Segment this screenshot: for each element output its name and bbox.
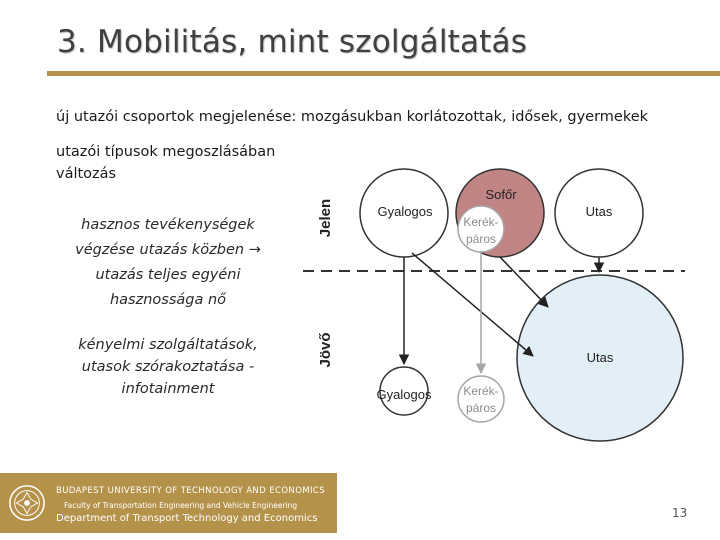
bullet-new-user-groups: új utazói csoportok megjelenése: mozgásukban korlátozottak, idősek, gyermekek xyxy=(56,109,649,125)
footer-faculty: Faculty of Transportation Engineering and Vehicle Engineering xyxy=(64,501,298,510)
arrow-pedestrian-to-passenger xyxy=(412,253,533,356)
university-seal-icon xyxy=(8,484,46,522)
pedestrian-present-label: Gyalogos xyxy=(377,204,433,219)
cyclist-present-label-1: Kerék- xyxy=(463,215,499,229)
note-useful-activities: hasznos tevékenységek végzése utazás közben → utazás teljes egyéni hasznossága nő xyxy=(75,217,261,308)
row-label-present: Jelen xyxy=(317,198,334,238)
page-number: 13 xyxy=(672,506,688,520)
bullet-user-type-shift: utazói típusok megoszlásában változás xyxy=(56,144,276,182)
note-comfort-services: kényelmi szolgáltatások, utasok szórakoztatása - infotainment xyxy=(78,337,258,397)
footer-university: BUDAPEST UNIVERSITY OF TECHNOLOGY AND ECONOMICS xyxy=(56,486,326,496)
arrow-driver-to-passenger xyxy=(500,257,548,307)
passenger-present-label: Utas xyxy=(585,204,613,219)
driver-present-label: Sofőr xyxy=(485,187,517,202)
row-label-future: Jövő xyxy=(317,332,334,368)
slide-title: 3. Mobilitás, mint szolgáltatás xyxy=(57,24,528,60)
pedestrian-future-label: Gyalogos xyxy=(376,387,432,402)
cyclist-future-label-2: páros xyxy=(465,401,497,415)
cyclist-future-label-1: Kerék- xyxy=(463,384,499,398)
footer-department: Department of Transport Technology and Economics xyxy=(56,513,318,524)
cyclist-present-label-2: páros xyxy=(465,232,497,246)
passenger-future-label: Utas xyxy=(586,350,614,365)
cyclist-future-node xyxy=(458,376,504,422)
